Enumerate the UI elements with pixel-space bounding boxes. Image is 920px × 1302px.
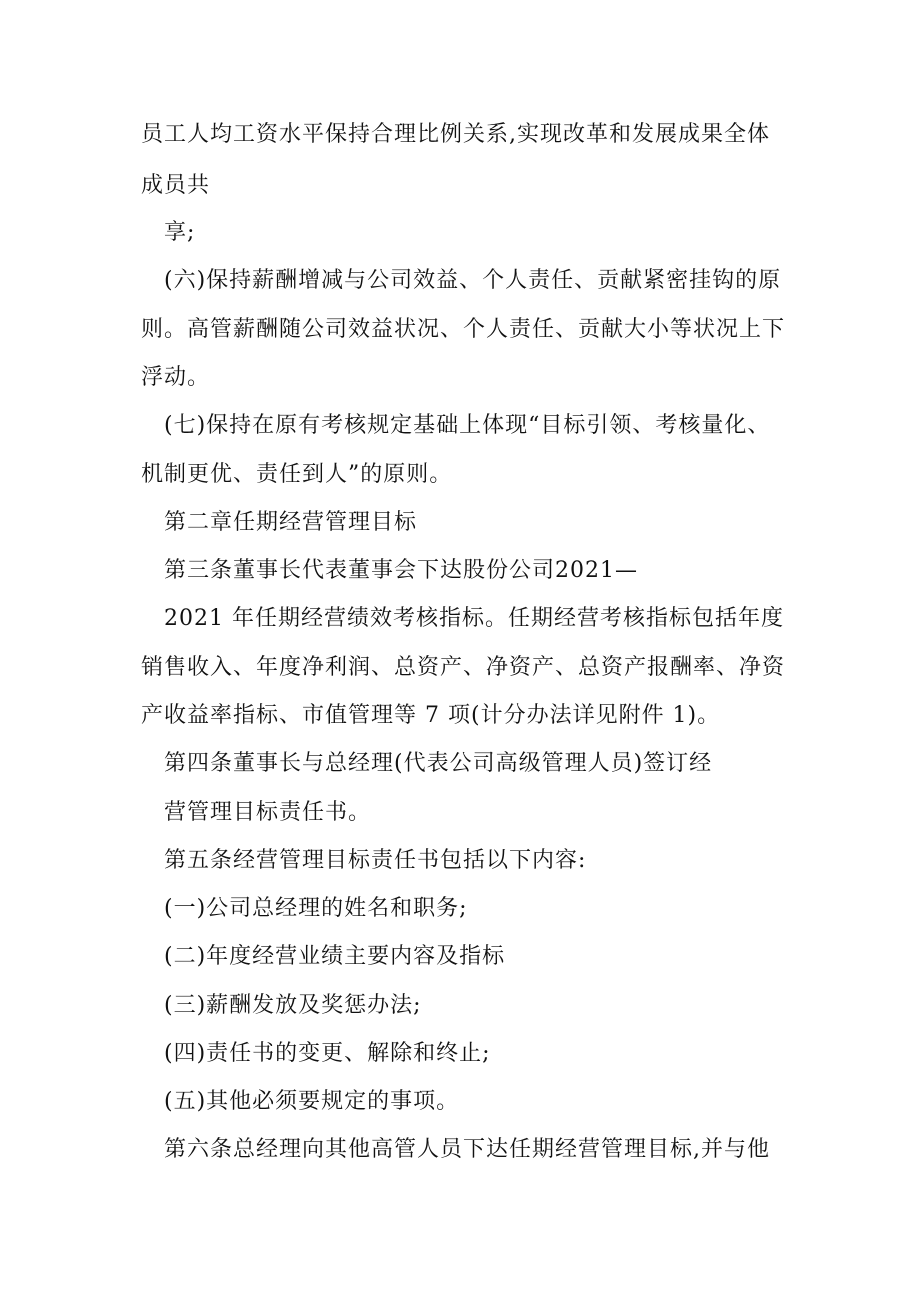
text-line: 第四条董事长与总经理(代表公司高级管理人员)签订经 [164, 751, 713, 776]
text-line: 机制更优、责任到人”的原则。 [141, 462, 453, 487]
list-item: (五)其他必须要规定的事项。 [164, 1089, 460, 1114]
section-heading: 第二章任期经营管理目标 [164, 510, 418, 535]
list-item: (四)责任书的变更、解除和终止; [164, 1041, 491, 1066]
text-line: 2021 年任期经营绩效考核指标。任期经营考核指标包括年度 [164, 606, 784, 631]
text-line: 销售收入、年度净利润、总资产、净资产、总资产报酬率、净资 [141, 655, 786, 680]
list-item: (一)公司总经理的姓名和职务; [164, 896, 468, 921]
list-item: (二)年度经营业绩主要内容及指标 [164, 944, 506, 969]
text-line: 则。高管薪酬随公司效益状况、个人责任、贡献大小等状况上下 [141, 317, 786, 342]
text-line: 享; [164, 220, 196, 245]
text-line: (六)保持薪酬增减与公司效益、个人责任、贡献紧密挂钩的原 [164, 268, 782, 293]
text-line: (七)保持在原有考核规定基础上体现“目标引领、考核量化、 [164, 413, 771, 438]
text-line: 浮动。 [141, 365, 211, 390]
text-line: 员工人均工资水平保持合理比例关系,实现改革和发展成果全体 [141, 122, 770, 147]
text-line: 第三条董事长代表董事会下达股份公司2021— [164, 558, 638, 583]
text-line: 产收益率指标、市值管理等 7 项(计分办法详见附件 1)。 [141, 703, 721, 728]
text-line: 第六条总经理向其他高管人员下达任期经营管理目标,并与他 [164, 1137, 770, 1162]
list-item: (三)薪酬发放及奖惩办法; [164, 993, 422, 1018]
text-line: 第五条经营管理目标责任书包括以下内容: [164, 848, 587, 873]
text-line: 营管理目标责任书。 [164, 800, 372, 825]
text-line: 成员共 [141, 173, 211, 198]
